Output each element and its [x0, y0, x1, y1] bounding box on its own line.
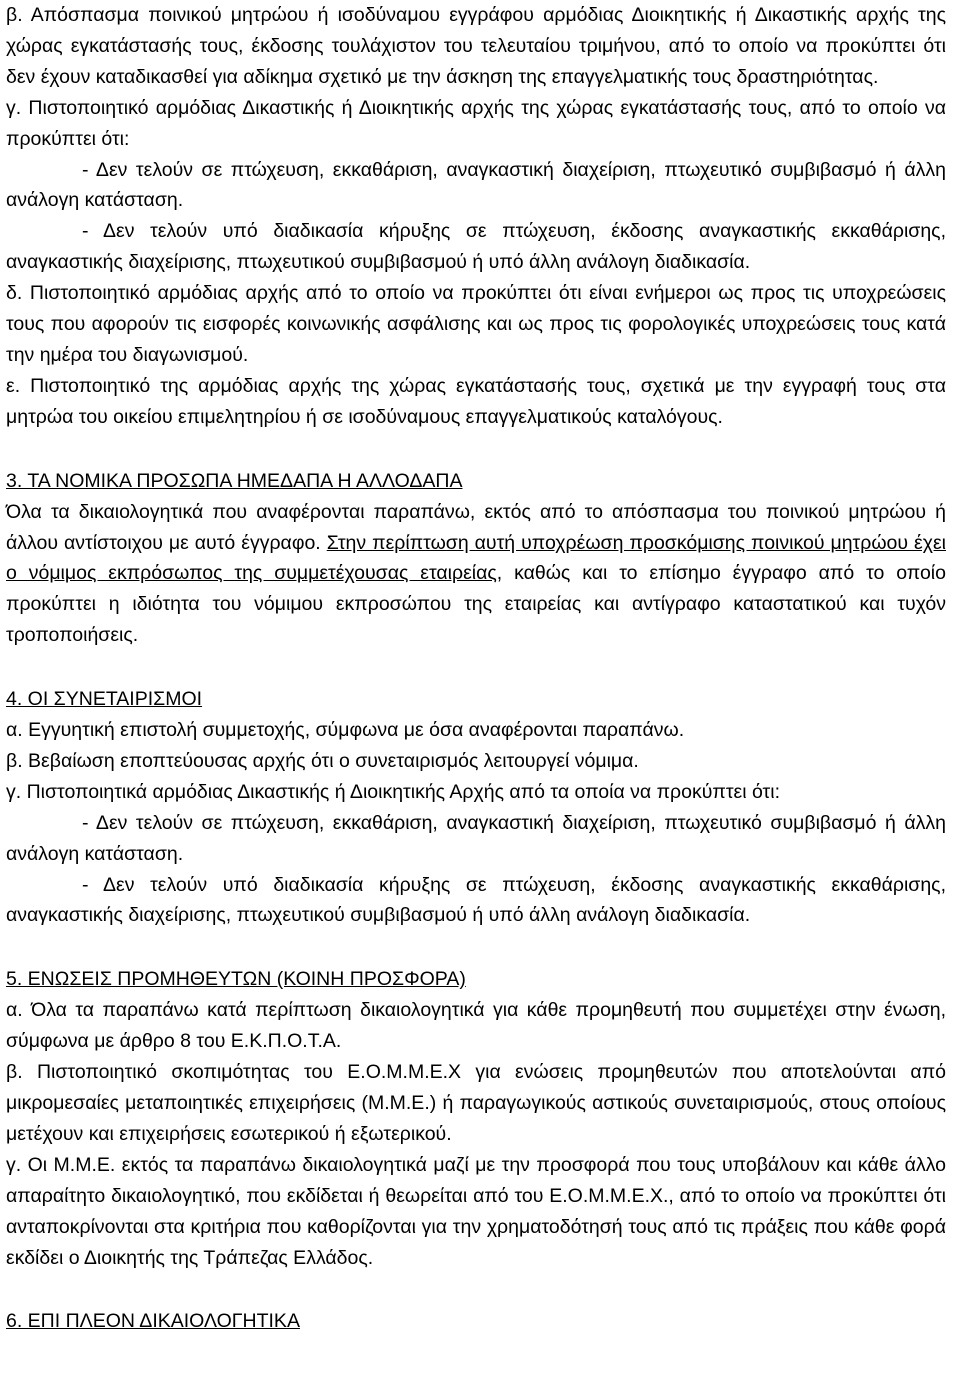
section-6-heading: 6. ΕΠΙ ΠΛΕΟΝ ΔΙΚΑΙΟΛΟΓΗΤΙΚΑ [6, 1310, 300, 1333]
section-4-heading: 4. ΟΙ ΣΥΝΕΤΑΙΡΙΣΜΟΙ [6, 688, 203, 711]
item-epsilon-chamber-registry: ε. Πιστοποιητικό της αρμόδιας αρχής της χώρας εγκατάστασής τους, σχετικά με την εγγραφή τους στα μητρώα του οικείου επιμελητηρίου ή σε ισοδύναμους επαγγελματικούς καταλόγους. [6, 374, 946, 428]
section-5-item-gamma: γ. Οι Μ.Μ.Ε. εκτός τα παραπάνω δικαιολογητικά μαζί με την προσφορά που τους υποβάλουν και κάθε άλλο απαραίτητο δικαιολογητικό, που εκδίδεται ή θεωρείται από του Ε.Ο.Μ.Μ.Ε.Χ., από το οποίο να προκύπτει ότι ανταποκρίνονται στα κριτήρια που καθορίζονται για την χρηματοδότησή τους από τις πράξεις που κάθε φορά εκδίδει ο Διοικητής της Τράπεζας Ελλάδος. [6, 1153, 946, 1269]
section-4-item-alpha: α. Εγγυητική επιστολή συμμετοχής, σύμφωνα με όσα αναφέρονται παραπάνω. [6, 719, 685, 742]
spacer [6, 931, 946, 964]
section-4-item-beta: β. Βεβαίωση εποπτεύουσας αρχής ότι ο συνεταιρισμός λειτουργεί νόμιμα. [6, 749, 639, 772]
item-gamma-dash-proceedings: - Δεν τελούν υπό διαδικασία κήρυξης σε πτώχευση, έκδοσης αναγκαστικής εκκαθάρισης, αναγκαστικής διαχείρισης, πτωχευτικού συμβιβασμού ή υπό άλλη ανάλογη διαδικασία. [6, 220, 946, 274]
section-3-paragraph [6, 497, 946, 652]
item-beta-criminal-record: β. Απόσπασμα ποινικού μητρώου ή ισοδύναμου εγγράφου αρμόδιας Διοικητικής ή Δικαστικής αρχής της χώρας εγκατάστασής τους, έκδοσης τουλάχιστον του τελευταίου τριμήνου, από το οποίο να προκύπτει ότι δεν έχουν καταδικασθεί για αδίκημα σχετικό με την άσκηση της επαγγελματικής τους δραστηριότητας. [6, 4, 946, 88]
section-3-text: Όλα τα δικαιολογητικά που αναφέρονται παραπάνω, εκτός από το απόσπασμα του ποινικού μητρώου ή άλλου αντίστοιχου με αυτό έγγραφο. [6, 500, 946, 554]
item-gamma-dash-bankruptcy: - Δεν τελούν σε πτώχευση, εκκαθάριση, αναγκαστική διαχείριση, πτωχευτικό συμβιβασμό ή άλλη ανάλογη κατάσταση. [6, 158, 946, 212]
section-3-underlined-text: Στην περίπτωση αυτή υποχρέωση προσκόμισης ποινικού μητρώου έχει ο νόμιμος εκπρόσωπος της συμμετέχουσας εταιρείας [6, 531, 947, 585]
item-delta-insurance-tax: δ. Πιστοποιητικό αρμόδιας αρχής από το οποίο να προκύπτει ότι είναι ενήμεροι ως προς τις υποχρεώσεις τους που αφορούν τις εισφορές κοινωνικής ασφάλισης και ως προς τις φορολογικές υποχρεώσεις τους κατά την ημέρα του διαγωνισμού. [6, 282, 946, 366]
section-3-heading: 3. ΤΑ ΝΟΜΙΚΑ ΠΡΟΣΩΠΑ ΗΜΕΔΑΠΑ Η ΑΛΛΟΔΑΠΑ [6, 469, 463, 492]
item-gamma-court-certificate: γ. Πιστοποιητικό αρμόδιας Δικαστικής ή Διοικητικής αρχής της χώρας εγκατάστασής τους, από το οποίο να προκύπτει ότι: [6, 96, 946, 150]
section-4-dash-bankruptcy: - Δεν τελούν σε πτώχευση, εκκαθάριση, αναγκαστική διαχείριση, πτωχευτικό συμβιβασμό ή άλλη ανάλογη κατάσταση. [6, 811, 946, 865]
spacer [6, 651, 946, 684]
spacer [6, 433, 946, 466]
section-5-item-beta: β. Πιστοποιητικό σκοπιμότητας του Ε.Ο.Μ.Μ.Ε.Χ για ενώσεις προμηθευτών που αποτελούνται από μικρομεσαίες μεταποιητικές επιχειρήσεις (Μ.Μ.Ε.) ή παραγωγικούς αστικούς συνεταιρισμούς, στους οποίους μετέχουν και επιχειρήσεις εσωτερικού ή εξωτερικού. [6, 1061, 946, 1145]
section-5-heading: 5. ΕΝΩΣΕΙΣ ΠΡΟΜΗΘΕΥΤΩΝ (ΚΟΙΝΗ ΠΡΟΣΦΟΡΑ) [6, 968, 466, 991]
section-5-item-alpha: α. Όλα τα παραπάνω κατά περίπτωση δικαιολογητικά για κάθε προμηθευτή που συμμετέχει στην ένωση, σύμφωνα με άρθρο 8 του Ε.Κ.Π.Ο.Τ.Α. [6, 999, 946, 1053]
section-4-item-gamma: γ. Πιστοποιητικά αρμόδιας Δικαστικής ή Διοικητικής Αρχής από τα οποία να προκύπτει ότι: [6, 780, 781, 803]
spacer [6, 1273, 946, 1306]
section-3-text-tail: , καθώς και το επίσημο έγγραφο από το οποίο προκύπτει η ιδιότητα του νόμιμου εκπροσώπου της εταιρείας και αντίγραφο καταστατικού και τυχόν τροποποιήσεις. [6, 562, 946, 647]
section-4-dash-proceedings: - Δεν τελούν υπό διαδικασία κήρυξης σε πτώχευση, έκδοσης αναγκαστικής εκκαθάρισης, αναγκαστικής διαχείρισης, πτωχευτικού συμβιβασμού ή υπό άλλη ανάλογη διαδικασία. [6, 873, 946, 927]
